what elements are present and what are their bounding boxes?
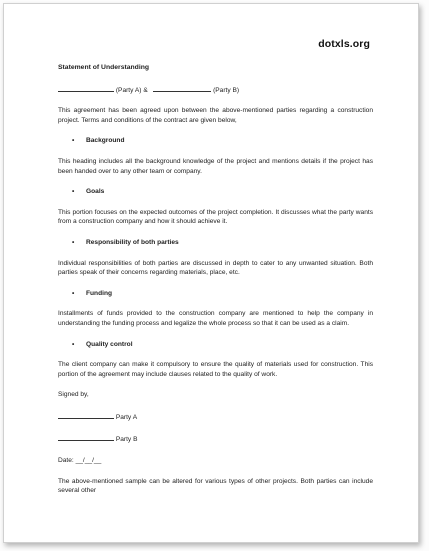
bullet-icon: • (72, 238, 75, 246)
section-heading-quality-control: • Quality control (72, 340, 133, 348)
party-a-signature-label: Party A (115, 413, 138, 421)
document-page (3, 3, 419, 543)
bullet-icon: • (72, 137, 75, 145)
document-title: Statement of Understanding (58, 64, 150, 71)
party-a-blank[interactable] (58, 84, 114, 92)
party-a-signature-blank[interactable] (58, 411, 114, 419)
signature-line-party-b (58, 433, 373, 445)
party-b-blank[interactable] (153, 84, 211, 92)
section-text-background: This heading includes all the background knowledge of the project and mentions details if the project has been handed over to any other team or company. (58, 157, 373, 175)
section-text-quality-control: The client company can make it compulsory to ensure the quality of materials used for construction. This portion of the agreement may include clauses related to the quality of work. (58, 361, 373, 378)
bullet-icon: • (72, 289, 75, 297)
section-heading-goals: • Goals (72, 188, 105, 196)
party-a-label: (Party A) & (115, 86, 148, 94)
bullet-icon: • (72, 188, 75, 196)
document-body (58, 63, 373, 507)
site-brand: dotxls.org (318, 38, 370, 50)
closing-paragraph: The above-mentioned sample can be altered for various types of other projects. Both parties can include several other (58, 477, 373, 495)
section-heading-funding: • Funding (72, 289, 112, 297)
party-b-label: (Party B) (213, 86, 240, 94)
section-heading-background: • Background (72, 137, 125, 145)
date-line[interactable]: Date: __/__/__ (58, 457, 102, 465)
signed-by-label: Signed by, (58, 391, 89, 399)
bullet-icon: • (72, 340, 75, 348)
section-text-responsibility: Individual responsibilities of both parties are discussed in depth to cater to any unwanted situation. Both parties speak of their concerns regarding materials, place, etc. (58, 259, 373, 277)
section-text-funding: Installments of funds provided to the construction company are mentioned to help the company in understanding the funding process and legalize the whole process so that it can be used as a claim. (58, 310, 373, 327)
section-heading-responsibility: • Responsibility of both parties (72, 238, 179, 246)
party-b-signature-label: Party B (115, 436, 138, 444)
intro-paragraph: This agreement has been agreed upon between the above-mentioned parties regarding a construction project. Terms and conditions of the contract are given below, (58, 107, 373, 124)
section-text-goals: This portion focuses on the expected outcomes of the project completion. It discusses what the party wants from a construction company and how it should achieve it. (58, 208, 373, 226)
signature-line-party-a (58, 411, 373, 423)
party-b-signature-blank[interactable] (58, 433, 114, 441)
parties-line (58, 84, 373, 96)
